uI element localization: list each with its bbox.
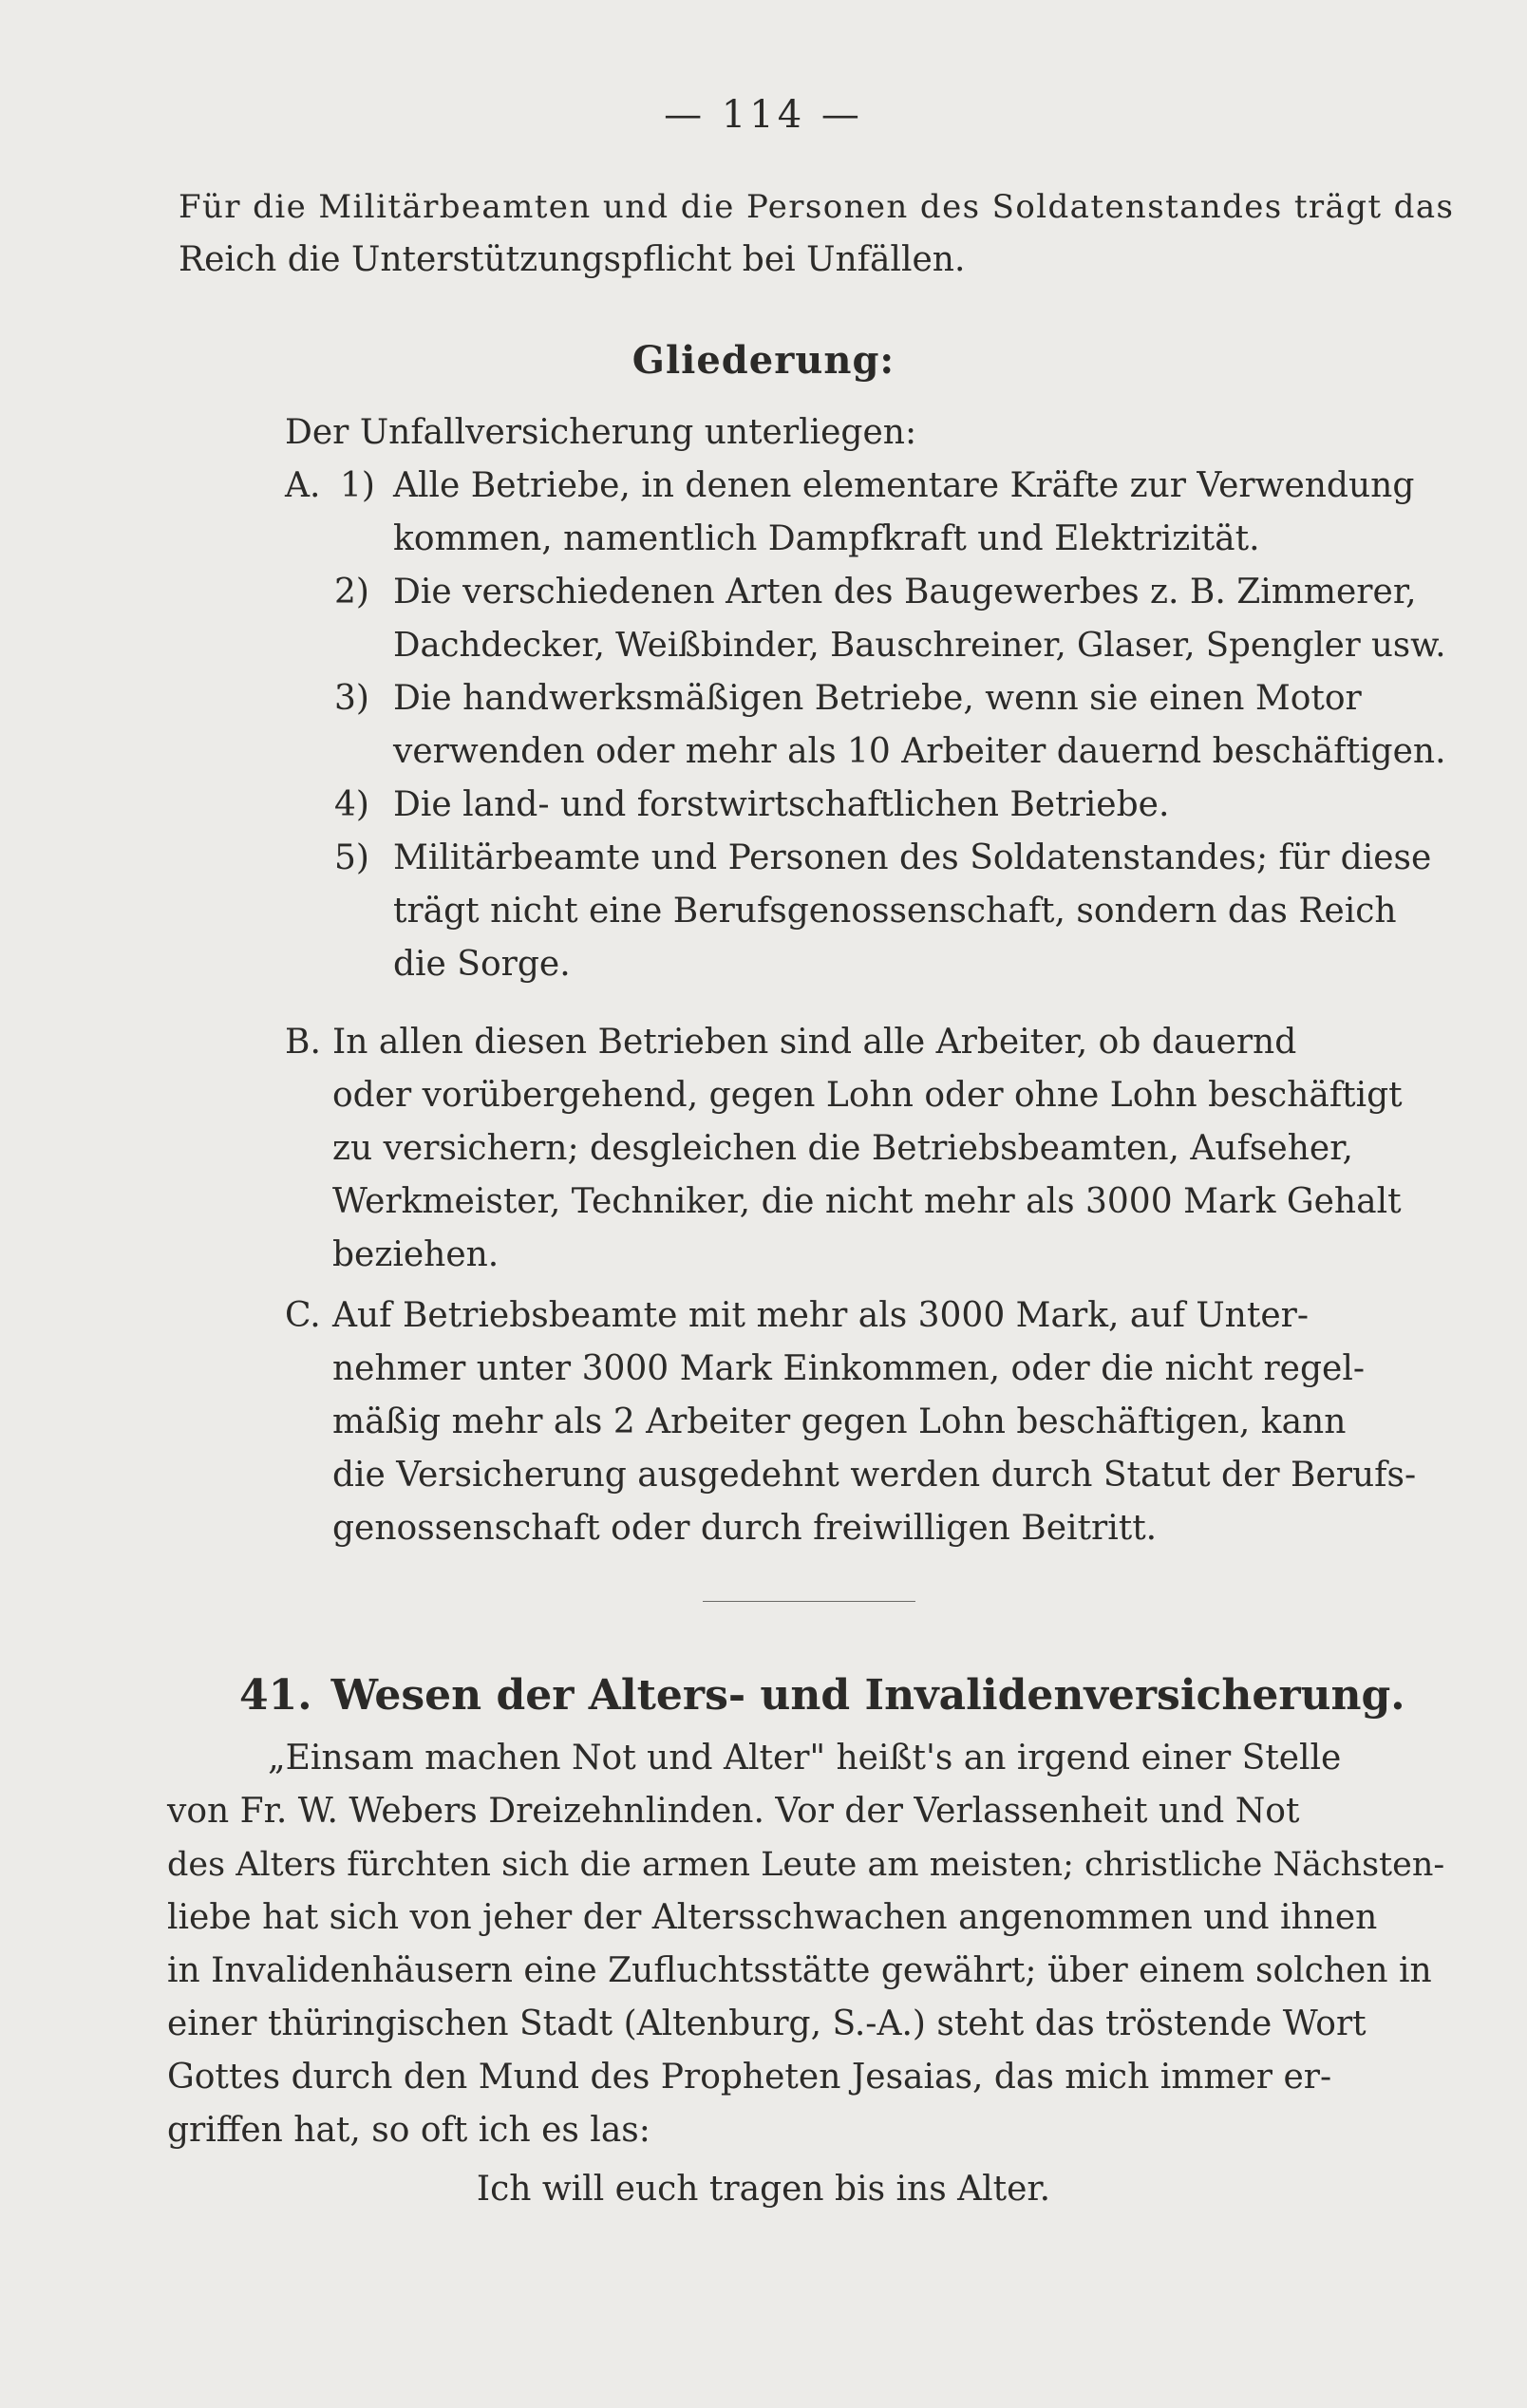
section-heading: Gliederung:: [632, 338, 895, 383]
section-c-text: [332, 1289, 1457, 1555]
section-a-marker: A.: [285, 466, 321, 505]
text-line: In allen diesen Betrieben sind alle Arbeiter, ob dauernd: [332, 1023, 1297, 1062]
section-41-number: 41.: [239, 1671, 312, 1720]
item-number: 2): [334, 573, 369, 611]
text-line: Die handwerksmäßigen Betriebe, wenn sie einen Motor: [393, 679, 1362, 718]
text-line: einer thüringischen Stadt (Altenburg, S.-A.) steht das tröstende Wort: [167, 2004, 1367, 2043]
intro-paragraph: [179, 180, 1461, 287]
text-line: die Sorge.: [393, 945, 571, 984]
page-number: — 114 —: [664, 93, 863, 137]
list-item: [393, 672, 1457, 779]
text-line: Militärbeamte und Personen des Soldatenstandes; für diese: [393, 838, 1432, 877]
text-line: von Fr. W. Webers Dreizehnlinden. Vor der Verlassenheit und Not: [167, 1792, 1300, 1831]
list-item: [393, 566, 1457, 672]
section-c-marker: C.: [285, 1296, 321, 1335]
text-line: „Einsam machen Not und Alter" heißt's an irgend einer Stelle: [268, 1739, 1342, 1778]
text-line: kommen, namentlich Dampfkraft und Elektrizität.: [393, 519, 1260, 558]
subject-line: Der Unfallversicherung unterliegen:: [285, 413, 917, 452]
list-item: [393, 832, 1457, 991]
text-line: genossenschaft oder durch freiwilligen Beitritt.: [332, 1509, 1158, 1548]
item-number: 1): [340, 466, 375, 505]
text-line: oder vorübergehend, gegen Lohn oder ohne Lohn beschäftigt: [332, 1076, 1403, 1115]
text-line: zu versichern; desgleichen die Betriebsbeamten, Aufseher,: [332, 1129, 1353, 1168]
item-number: 3): [334, 679, 369, 718]
section-divider: [703, 1601, 915, 1602]
text-line: Werkmeister, Techniker, die nicht mehr als 3000 Mark Gehalt: [332, 1182, 1402, 1221]
text-line: Die land- und forstwirtschaftlichen Betriebe.: [393, 785, 1170, 824]
section-41-title-text: Wesen der Alters- und Invalidenversicherung.: [330, 1671, 1405, 1720]
text-line: des Alters fürchten sich die armen Leute am meisten; christliche Nächsten-: [167, 1846, 1445, 1884]
text-line: liebe hat sich von jeher der Altersschwachen angenommen und ihnen: [167, 1898, 1378, 1937]
text-line: Auf Betriebsbeamte mit mehr als 3000 Mark, auf Unter-: [332, 1296, 1310, 1335]
bible-verse: Ich will euch tragen bis ins Alter.: [476, 2170, 1051, 2209]
text-line: trägt nicht eine Berufsgenossenschaft, sondern das Reich: [393, 892, 1397, 931]
text-line: Alle Betriebe, in denen elementare Kräfte zur Verwendung: [393, 466, 1415, 505]
item-number: 4): [334, 785, 369, 824]
text-line: Für die Militärbeamten und die Personen des Soldatenstandes trägt das: [179, 188, 1455, 226]
text-line: nehmer unter 3000 Mark Einkommen, oder die nicht regel-: [332, 1349, 1366, 1388]
section-41-paragraph: [167, 1732, 1461, 2157]
text-line: Gottes durch den Mund des Propheten Jesaias, das mich immer er-: [167, 2058, 1332, 2097]
list-item: [393, 779, 1457, 832]
text-line: verwenden oder mehr als 10 Arbeiter dauernd beschäftigen.: [393, 732, 1446, 771]
item-number: 5): [334, 838, 369, 877]
text-line: griffen hat, so oft ich es las:: [167, 2111, 650, 2150]
text-line: mäßig mehr als 2 Arbeiter gegen Lohn beschäftigen, kann: [332, 1402, 1347, 1441]
text-line: Die verschiedenen Arten des Baugewerbes z. B. Zimmerer,: [393, 573, 1417, 611]
text-line: in Invalidenhäusern eine Zufluchtsstätte gewährt; über einem solchen in: [167, 1951, 1432, 1990]
section-b-marker: B.: [285, 1023, 321, 1062]
section-41-title: [239, 1671, 1405, 1720]
section-b-text: [332, 1016, 1457, 1282]
list-item: [393, 460, 1457, 566]
text-line: Reich die Unterstützungspflicht bei Unfällen.: [179, 240, 966, 279]
text-line: die Versicherung ausgedehnt werden durch Statut der Berufs-: [332, 1456, 1417, 1495]
text-line: Dachdecker, Weißbinder, Bauschreiner, Glaser, Spengler usw.: [393, 626, 1446, 665]
text-line: beziehen.: [332, 1235, 500, 1274]
